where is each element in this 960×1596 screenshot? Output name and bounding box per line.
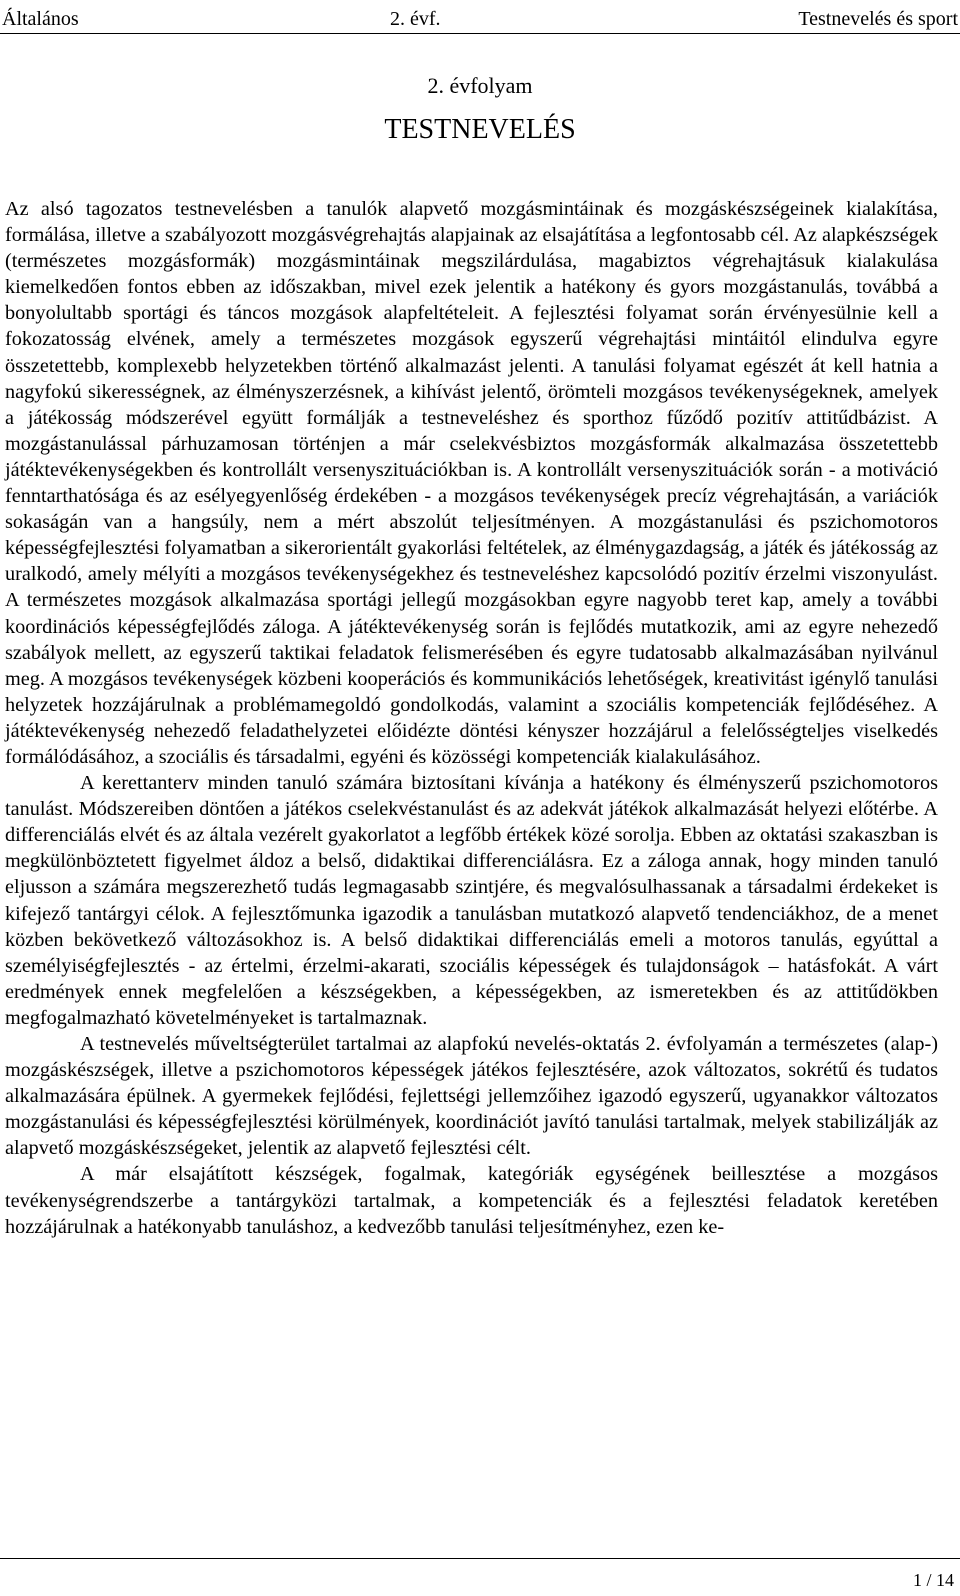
paragraph-intro: Az alsó tagozatos testnevelésben a tanulók alapvető mozgásmintáinak és mozgáskészségeinek kialakítása, formálása, illetve a szabályozott mozgásvégrehajtás alapjainak az elsajátítása a legfontosabb cél. Az alapkészségek (természetes mozgásformák) mozgásmintáinak megszilárdulása, magabiztos végrehajtásuk kialakulása kiemelkedően fontos ebben az időszakban, mivel ezek jelentik a hatékony és gyors mozgástanulás, továbbá a bonyolultabb sportági és táncos mozgások alapfeltételeit. A fejlesztési folyamat során érvényesülnie kell a fokozatosság elvének, amely a természetes mozgások egyszerű végrehajtási mintáitól elindulva egyre összetettebb, komplexebb helyzetekben történő alkalmazást jelenti. A tanulási folyamat egészét át kell hatnia a nagyfokú sikerességnek, az élményszerzésnek, a kihívást jelentő, örömteli mozgásos tevékenységeknek, amelyek a játékosság módszerével együtt formálják a testneveléshez és sporthoz fűződő pozitív attitűdbázist. A mozgástanulással párhuzamosan történjen a már cselekvésbiztos mozgásformák alkalmazása összetettebb játéktevékenységekben és kontrollált versenyszituációkban is. A kontrollált versenyszituációk során - a motiváció fenntarthatósága és az esélyegyenlőség érdekében - a mozgásos tevékenységek precíz végrehajtásán, a variációk sokaságán van a hangsúly, nem a mért abszolút teljesítményen. A mozgástanulási és pszichomotoros képességfejlesztési folyamatban a sikerorientált gyakorlási feltételek, az élménygazdagság, a játék és játékosság az uralkodó, amely mélyíti a mozgásos tevékenységekhez és testneveléshez kapcsolódó pozitív érzelmi viszonyulást. A természetes mozgások alkalmazása sportági jellegű mozgásokban egyre nagyobb teret kap, amely a további koordinációs képességfejlődés záloga. A játéktevékenység során is fejlődés mutatkozik, ami az egyre nehezedő szabályok mellett, az egyszerű taktikai feladatok felismerésében és egyre tudatosabb alkalmazásában nyilvánul meg. A mozgásos tevékenységek közbeni kooperációs és kommunikációs lehetőségek, kreativitást igénylő tanulási helyzetek hozzájárulnak a problémamegoldó gondolkodás, valamint a szociális kompetenciák fejlődéséhez. A játéktevékenység nehezedő feladathelyzetei előidézte döntési kényszer hozzájárul a felelősségteljes viselkedés formálódásához, a szociális és társadalmi, egyéni és közösségi kompetenciák kialakulásához. [5,198,938,768]
paragraph-framework: A kerettanterv minden tanuló számára biztosítani kívánja a hatékony és élményszerű pszichomotoros tanulást. Módszereiben döntően a játékos cselekvéstanulást és az adekvát játékok alkalmazását helyezi előtérbe. A differenciálás elvét és az általa vezérelt gyakorlatot a legfőbb értékek közé sorolja. Ebben az oktatási szakaszban is megkülönböztetett figyelmet áldoz a belső, didaktikai differenciálásra. Ez a záloga annak, hogy minden tanuló eljusson a számára megszerezhető tudás legmagasabb szintjére, és megvalósulhassanak a társadalmi érdekeket is kifejező tantárgyi célok. A fejlesztőmunka igazodik a tanulásban mutatkozó alapvető tendenciákhoz, de a menet közben bekövetkező változásokhoz is. A belső didaktikai differenciálás emeli a motoros tanulás, egyúttal a személyiségfejlesztés - az értelmi, érzelmi-akarati, szociális képességek és tulajdonságok – hatásfokát. A várt eredmények ennek megfelelően a készségekben, a képességekben, az ismeretekben és az attitűdökben megfogalmazható követelményeket is tartalmaznak. [5,772,938,1029]
year-heading: 2. évfolyam [427,73,533,98]
paragraph-integration: A már elsajátított készségek, fogalmak, kategóriák egységének beillesztése a mozgásos tevékenységrendszerbe a tantárgyközi tartalmak, a kompetenciák és a fejlesztési feladatok keretében hozzájárulnak a hatékonyabb tanuláshoz, a kedvezőbb tanulási teljesítményhez, ezen ke- [5,1163,938,1238]
header-subject: Testnevelés és sport [798,8,958,30]
page-number: 1 / 14 [912,1570,954,1590]
header-grade: 2. évf. [390,8,441,30]
paragraph-content: A testnevelés műveltségterület tartalmai az alapfokú nevelés-oktatás 2. évfolyamán a természetes (alap-) mozgáskészségek, illetve a pszichomotoros képességek játékos fejlesztésére, azok változatos, sokrétű és tudatos alkalmazására épülnek. A gyermekek fejlődési, fejlettségi jellemzőihez igazodó egyszerű, ugyanakkor változatos mozgástanulási és képességfejlesztési körülmények, koordinációt javító tanulási tartalmak, melyek stabilizálják az alapvető mozgáskészségeket, jelentik az alapvető fejlesztési célt. [5,1033,938,1160]
page-footer [0,1558,960,1595]
header-category: Általános [2,8,79,30]
document-body [5,196,938,1240]
subject-heading: TESTNEVELÉS [384,114,576,145]
page-header [0,5,960,34]
